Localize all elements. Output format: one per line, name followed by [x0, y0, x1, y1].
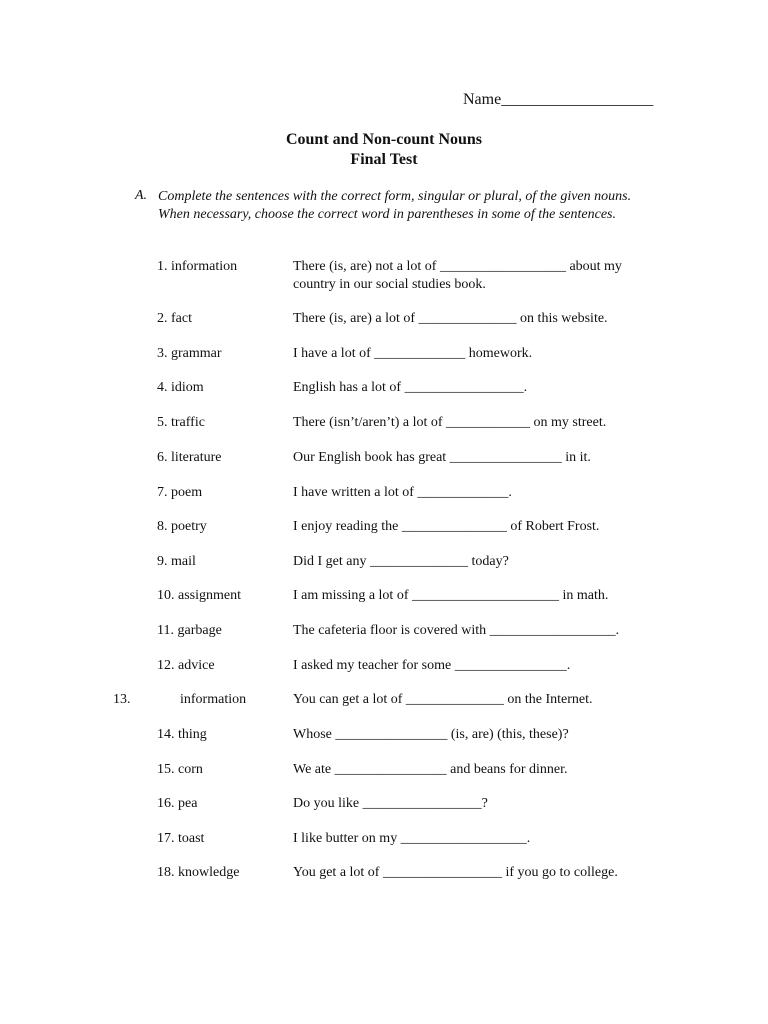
given-noun: 16. pea [157, 796, 198, 811]
exercise-sentence: There (is, are) a lot of ______________ on this website. [293, 311, 608, 326]
exercise-sentence: I like butter on my __________________. [293, 831, 531, 846]
exercise-sentence: There (is, are) not a lot of __________________ about my country in our social studies book. [293, 259, 622, 292]
given-noun: 8. poetry [157, 519, 207, 534]
exercise-sentence: You can get a lot of ______________ on the Internet. [293, 692, 593, 707]
given-noun: 12. advice [157, 658, 215, 673]
exercise-sentence: Our English book has great ________________ in it. [293, 450, 591, 465]
exercise-item [0, 691, 768, 731]
exercise-sentence: There (isn’t/aren’t) a lot of ____________ on my street. [293, 415, 607, 430]
worksheet-subtitle: Final Test [350, 151, 418, 168]
exercise-item [0, 622, 768, 662]
exercise-item [0, 414, 768, 454]
given-noun: 3. grammar [157, 346, 222, 361]
given-noun: 4. idiom [157, 380, 204, 395]
exercise-sentence: Whose ________________ (is, are) (this, these)? [293, 727, 569, 742]
exercise-item [0, 258, 768, 298]
given-noun: 10. assignment [157, 588, 241, 603]
given-noun: information [180, 692, 247, 707]
exercise-sentence: I have a lot of _____________ homework. [293, 346, 533, 361]
given-noun: 1. information [157, 259, 238, 274]
item-number: 13. [113, 692, 131, 707]
exercise-sentence: We ate ________________ and beans for dinner. [293, 762, 568, 777]
exercise-sentence: The cafeteria floor is covered with __________________. [293, 623, 620, 638]
worksheet-title: Count and Non-count Nouns [285, 131, 483, 148]
exercise-item [0, 864, 768, 904]
exercise-sentence: You get a lot of _________________ if you go to college. [293, 865, 618, 880]
given-noun: 17. toast [157, 831, 205, 846]
exercise-item [0, 726, 768, 766]
exercise-sentence: English has a lot of _________________. [293, 380, 528, 395]
given-noun: 2. fact [157, 311, 192, 326]
exercise-item [0, 379, 768, 419]
given-noun: 7. poem [157, 485, 203, 500]
exercise-sentence: I enjoy reading the _______________ of Robert Frost. [293, 519, 600, 534]
given-noun: 9. mail [157, 554, 196, 569]
exercise-item [0, 310, 768, 350]
exercise-sentence: Do you like _________________? [293, 796, 488, 811]
exercise-sentence: I asked my teacher for some ________________. [293, 658, 571, 673]
given-noun: 18. knowledge [157, 865, 240, 880]
exercise-sentence: I am missing a lot of _____________________ in math. [293, 588, 609, 603]
given-noun: 11. garbage [157, 623, 222, 638]
given-noun: 5. traffic [157, 415, 205, 430]
exercise-sentence: I have written a lot of _____________. [293, 485, 512, 500]
exercise-item [0, 449, 768, 489]
given-noun: 6. literature [157, 450, 222, 465]
name-field-label: Name___________________ [463, 91, 654, 108]
section-a-label: A. [135, 188, 148, 203]
exercise-sentence: Did I get any ______________ today? [293, 554, 509, 569]
exercise-item [0, 795, 768, 835]
exercise-item [0, 587, 768, 627]
given-noun: 15. corn [157, 762, 203, 777]
section-a-instructions: Complete the sentences with the correct form, singular or plural, of the given nouns. When necessary, choose the correct word in parentheses in some of the sentences. [158, 189, 632, 222]
given-noun: 14. thing [157, 727, 207, 742]
exercise-item [0, 518, 768, 558]
